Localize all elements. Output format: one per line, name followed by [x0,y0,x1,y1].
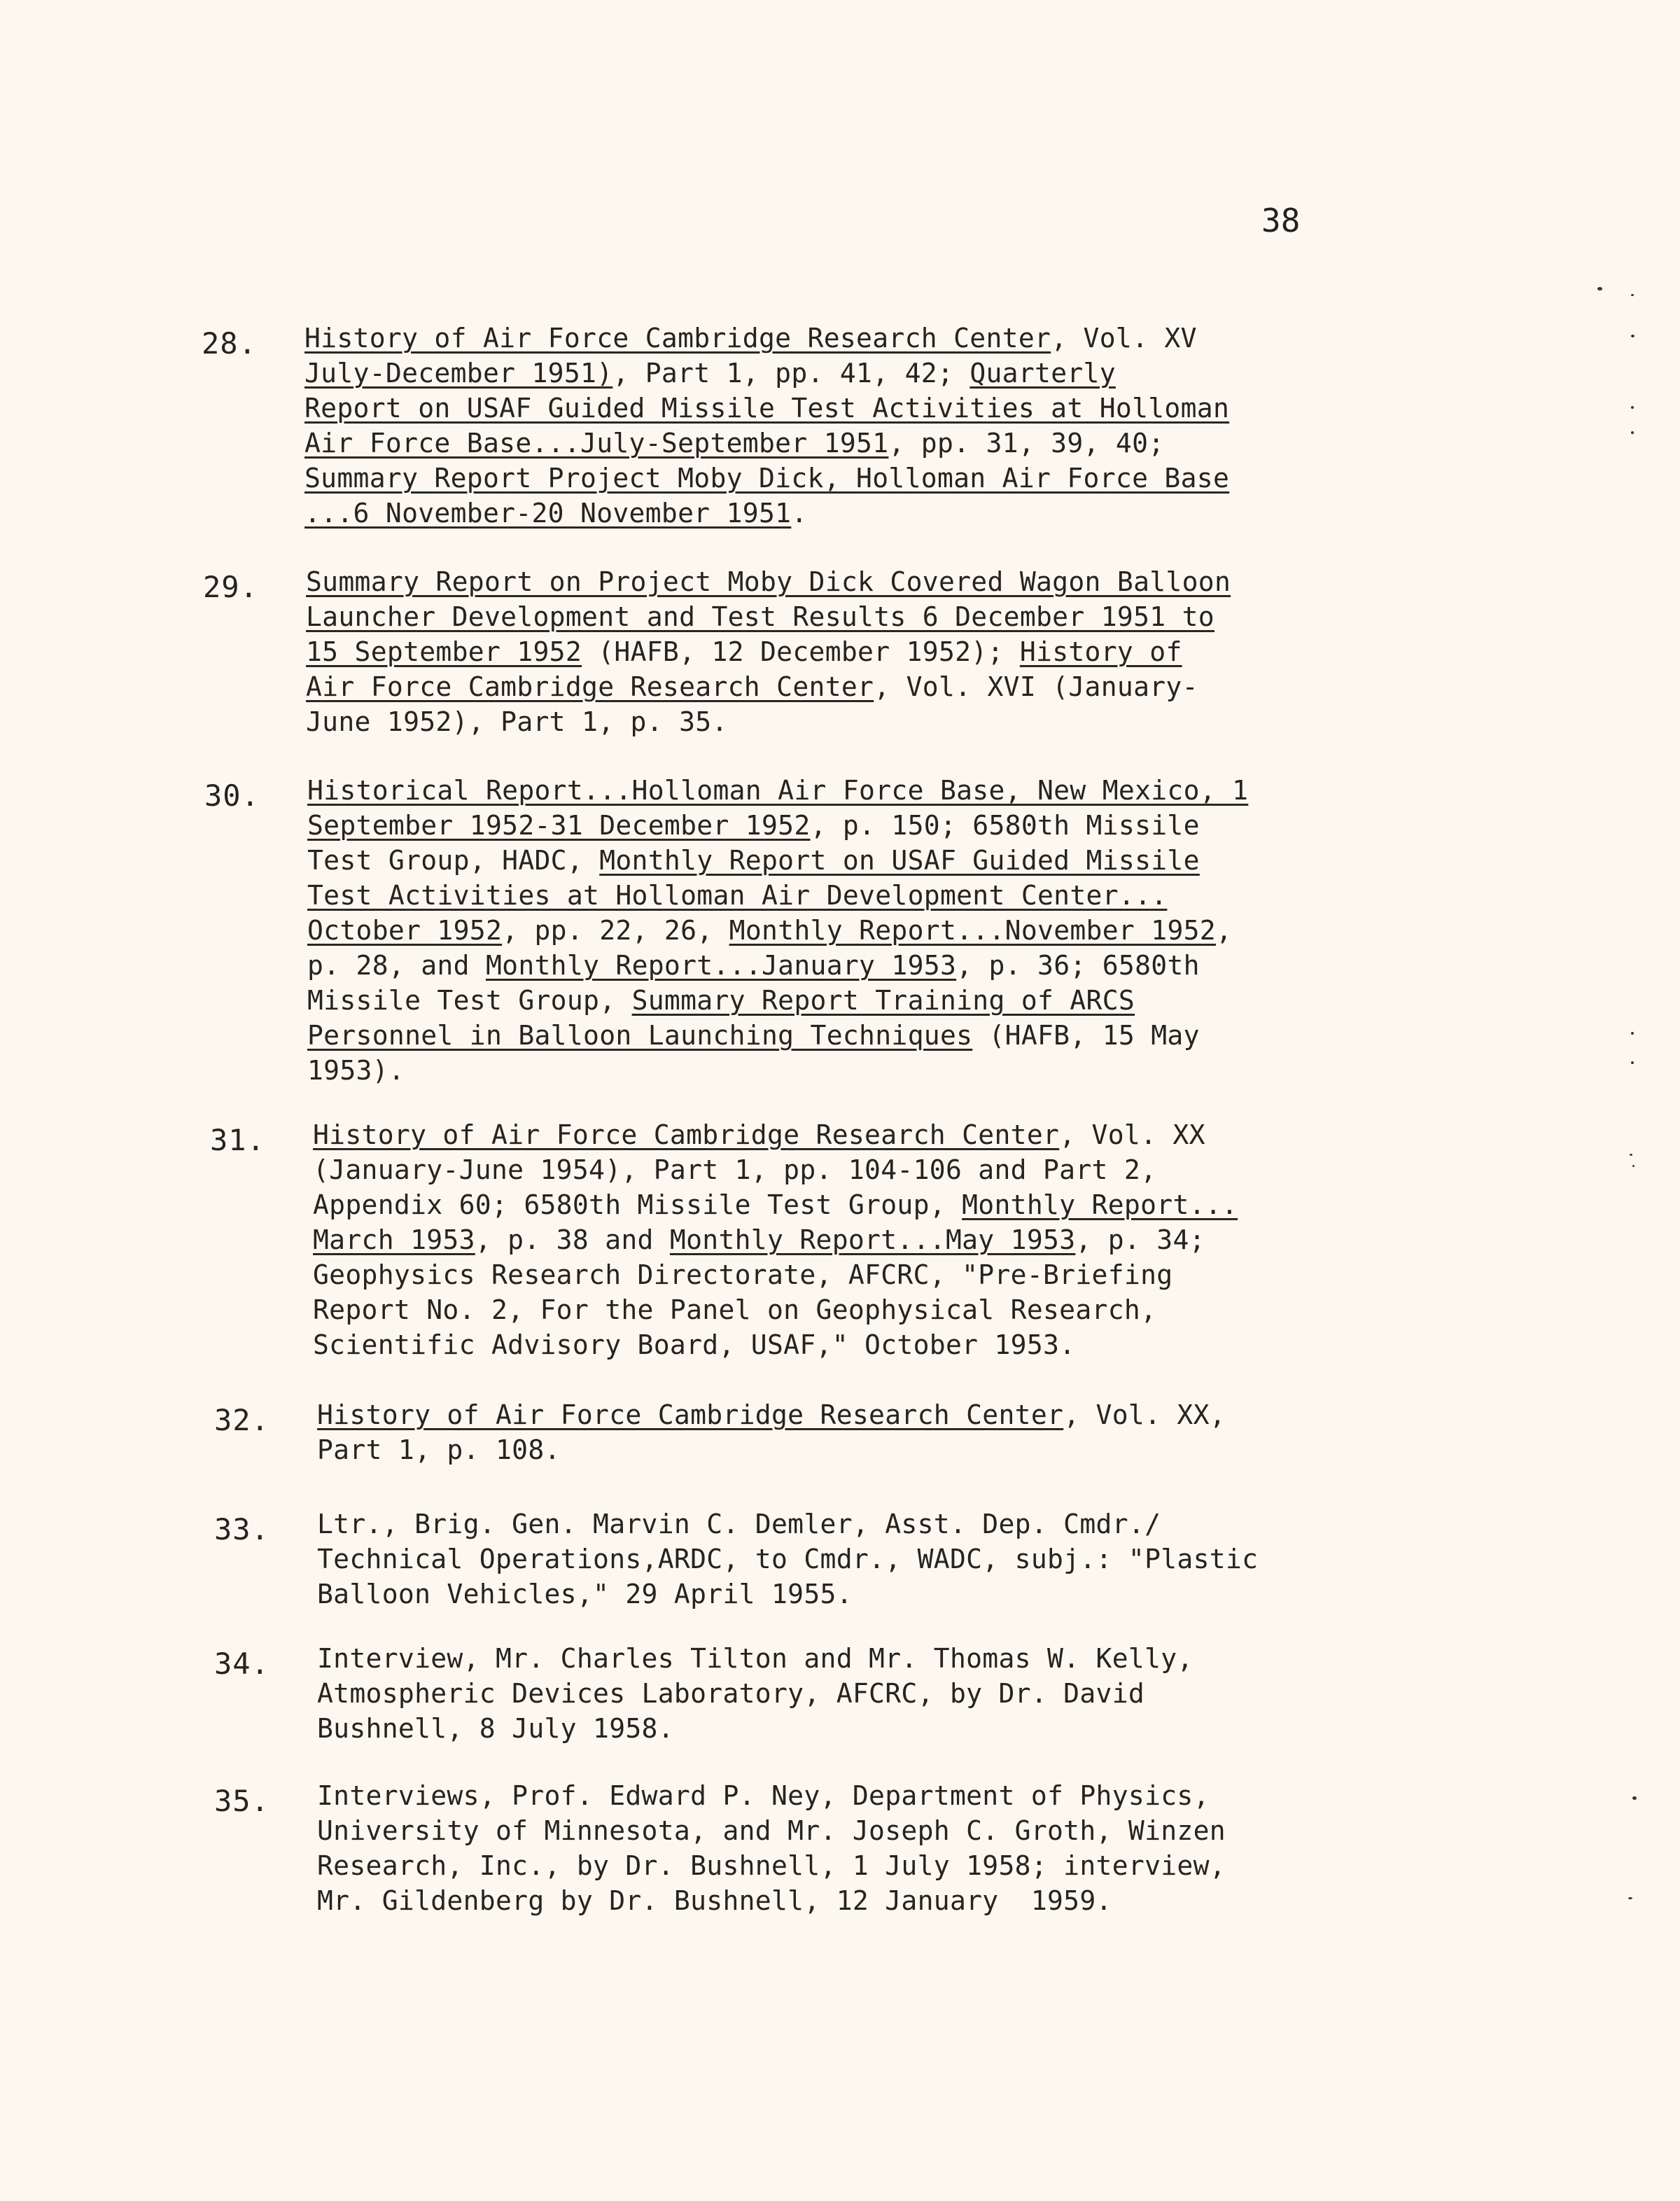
citation-text: (January-June 1954), Part 1, pp. 104-106 and Part 2, [313,1154,1157,1185]
scan-speck [1630,1154,1632,1156]
endnote-text [317,1397,1549,1467]
scan-speck [1631,294,1634,296]
endnote-line [317,1778,1549,1813]
endnote-text [317,1507,1549,1612]
endnote-text [317,1778,1549,1918]
citation-text: Technical Operations,ARDC, to Cmdr., WADC, subj.: "Plastic [317,1544,1259,1574]
endnote-line [307,808,1539,843]
endnote-line [304,496,1536,531]
citation-text: , pp. 22, 26, [502,915,729,946]
underlined-title-text: ...6 November-20 November 1951 [304,498,792,529]
underlined-title-text: History of [1019,636,1182,667]
endnote-number: 32. [214,1403,270,1437]
endnote-number: 34. [214,1647,270,1681]
endnote-line [307,843,1539,878]
citation-text: Interview, Mr. Charles Tilton and Mr. Thomas W. Kelly, [317,1643,1194,1674]
underlined-title-text: Summary Report on Project Moby Dick Covered Wagon Balloon [306,566,1231,597]
endnote-line [313,1292,1545,1327]
underlined-title-text: Air Force Cambridge Research Center [306,671,874,702]
citation-text: , Vol. XVI (January- [874,671,1198,702]
endnote-line [313,1222,1545,1257]
citation-text: June 1952), Part 1, p. 35. [306,706,728,737]
underlined-title-text: Summary Report Project Moby Dick, Holloman Air Force Base [304,463,1230,494]
endnote-line [313,1152,1545,1187]
underlined-title-text: History of Air Force Cambridge Research Center [317,1399,1064,1430]
underlined-title-text: Test Activities at Holloman Air Development Center... [307,880,1168,911]
endnote-line [306,599,1538,634]
endnote-line [304,391,1536,426]
endnote-line [317,1507,1549,1542]
citation-text: Scientific Advisory Board, USAF," October 1953. [313,1329,1076,1360]
citation-text: 1953). [307,1055,405,1086]
scan-speck [1631,431,1634,434]
underlined-title-text: Monthly Report... [962,1189,1238,1220]
endnote-line [317,1883,1549,1918]
citation-text: Interviews, Prof. Edward P. Ney, Department of Physics, [317,1780,1210,1811]
endnote-number: 35. [214,1784,270,1818]
endnote-line [306,669,1538,704]
underlined-title-text: Report on USAF Guided Missile Test Activities at Holloman [304,393,1230,424]
endnote-line [317,1641,1549,1676]
endnote-line [317,1813,1549,1848]
underlined-title-text: Quarterly [969,358,1116,389]
underlined-title-text: History of Air Force Cambridge Research Center [313,1119,1060,1150]
citation-text: Balloon Vehicles," 29 April 1955. [317,1579,853,1609]
underlined-title-text: Summary Report Training of ARCS [631,985,1135,1016]
endnote-text [306,564,1538,739]
citation-text: Part 1, p. 108. [317,1434,561,1465]
endnote-line [313,1187,1545,1222]
citation-text: , p. 150; 6580th Missile [810,810,1200,841]
endnote-text [317,1641,1549,1746]
endnote-line [304,461,1536,496]
citation-text: , Vol. XX, [1063,1399,1226,1430]
citation-text: . [791,498,808,529]
citation-text: , pp. 31, 39, 40; [888,428,1165,459]
endnote-number: 33. [214,1512,270,1546]
citation-text: , Vol. XX [1059,1119,1205,1150]
citation-text: Research, Inc., by Dr. Bushnell, 1 July 1958; interview, [317,1850,1226,1881]
endnote-line [317,1397,1549,1432]
citation-text: , p. 34; [1075,1224,1205,1255]
underlined-title-text: Historical Report...Holloman Air Force Base, New Mexico, 1 [307,775,1249,806]
scan-speck [1628,1897,1632,1899]
citation-text: , Part 1, pp. 41, 42; [612,358,970,389]
endnote-line [307,913,1539,948]
citation-text: University of Minnesota, and Mr. Joseph C. Groth, Winzen [317,1815,1226,1846]
endnote-text [307,773,1539,1088]
endnote-number: 29. [203,570,258,604]
endnote-number: 28. [202,326,257,361]
scan-speck [1632,1165,1634,1167]
endnote-line [306,564,1538,599]
endnote-line [307,1053,1539,1088]
endnote-line [317,1432,1549,1467]
scan-speck [1631,1032,1634,1035]
endnote-line [317,1542,1549,1577]
citation-text: , p. 38 and [475,1224,670,1255]
page-number: 38 [1261,202,1301,239]
citation-text: Report No. 2, For the Panel on Geophysical Research, [313,1294,1157,1325]
underlined-title-text: Monthly Report...May 1953 [669,1224,1076,1255]
endnote-line [317,1577,1549,1612]
endnote-line [313,1257,1545,1292]
endnote-line [317,1676,1549,1711]
scan-speck [1631,335,1634,337]
citation-text: Geophysics Research Directorate, AFCRC, "Pre-Briefing [313,1259,1173,1290]
endnote-line [307,773,1539,808]
scan-speck [1631,1061,1634,1064]
citation-text: Test Group, HADC, [307,845,600,876]
underlined-title-text: March 1953 [313,1224,475,1255]
scan-speck [1632,1796,1637,1800]
citation-text: , p. 36; 6580th [956,950,1200,981]
endnote-line [306,704,1538,739]
endnote-text [304,321,1536,531]
citation-text: , Vol. XV [1051,323,1197,354]
endnote-line [306,634,1538,669]
endnote-line [307,983,1539,1018]
citation-text: Missile Test Group, [307,985,632,1016]
endnote-line [307,1018,1539,1053]
citation-text: (HAFB, 15 May [972,1020,1200,1051]
underlined-title-text: Launcher Development and Test Results 6 December 1951 to [306,601,1214,632]
endnote-line [304,426,1536,461]
citation-text: Ltr., Brig. Gen. Marvin C. Demler, Asst. Dep. Cmdr./ [317,1509,1161,1539]
endnote-line [313,1327,1545,1362]
scan-speck [1597,287,1602,291]
endnote-text [313,1117,1545,1362]
citation-text: (HAFB, 12 December 1952); [582,636,1020,667]
citation-text: Appendix 60; 6580th Missile Test Group, [313,1189,962,1220]
endnote-line [317,1711,1549,1746]
citation-text: p. 28, and [307,950,486,981]
citation-text: Bushnell, 8 July 1958. [317,1713,674,1744]
underlined-title-text: 15 September 1952 [306,636,582,667]
endnote-number: 30. [204,778,260,813]
underlined-title-text: Monthly Report...November 1952 [729,915,1216,946]
underlined-title-text: Personnel in Balloon Launching Techniques [307,1020,973,1051]
endnote-line [317,1848,1549,1883]
scan-speck [1631,406,1634,409]
underlined-title-text: History of Air Force Cambridge Research Center [304,323,1051,354]
citation-text: Mr. Gildenberg by Dr. Bushnell, 12 January 1959. [317,1885,1112,1916]
underlined-title-text: Monthly Report on USAF Guided Missile [599,845,1200,876]
underlined-title-text: October 1952 [307,915,503,946]
endnote-line [304,321,1536,356]
endnote-line [304,356,1536,391]
citation-text: , [1215,915,1233,946]
underlined-title-text: Air Force Base...July-September 1951 [304,428,889,459]
endnote-number: 31. [210,1123,265,1157]
underlined-title-text: July-December 1951) [304,358,613,389]
endnote-line [307,878,1539,913]
underlined-title-text: September 1952-31 December 1952 [307,810,811,841]
endnote-line [313,1117,1545,1152]
underlined-title-text: Monthly Report...January 1953 [485,950,957,981]
endnote-line [307,948,1539,983]
citation-text: Atmospheric Devices Laboratory, AFCRC, by Dr. David [317,1678,1145,1709]
